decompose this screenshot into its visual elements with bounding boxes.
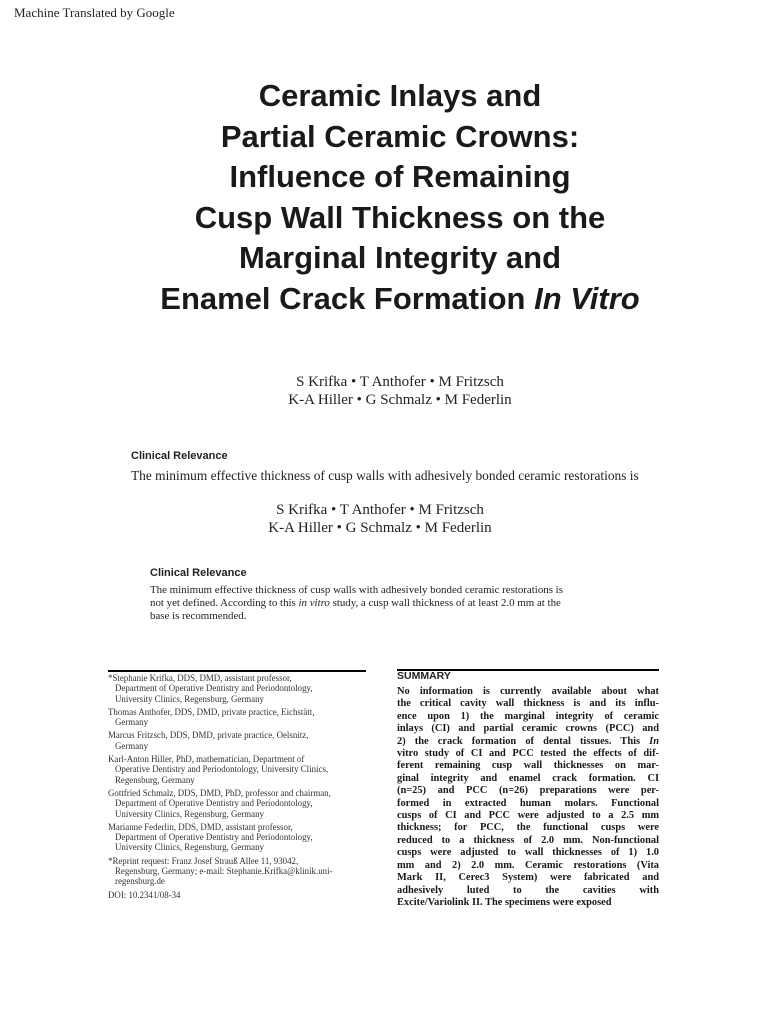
title-line-last — [40, 279, 760, 320]
title-italic: In Vitro — [534, 280, 640, 316]
summary-line: Excite/Variolink II. The specimens were exposed — [397, 896, 612, 908]
affiliations-rule — [108, 670, 366, 672]
affiliation-line: Regensburg, Germany — [115, 774, 195, 785]
title-line: Influence of Remaining — [229, 159, 571, 194]
affiliation-line: *Reprint request: Franz Josef Strauß Allee 11, 93042, — [108, 855, 299, 866]
article-title — [40, 76, 760, 319]
summary-fragment: 2) the crack formation of dental tissues. This — [397, 735, 650, 747]
summary-line: thickness; for PCC, the functional cusps were — [397, 822, 659, 834]
affiliation-line: Department of Operative Dentistry and Periodontology, — [115, 798, 313, 809]
affiliation-line: Marcus Fritzsch, DDS, DMD, private practice, Oelsnitz, — [108, 730, 309, 741]
clinical-relevance-heading-repeat: Clinical Relevance — [150, 567, 247, 579]
affiliation-line: Thomas Anthofer, DDS, DMD, private practice, Eichstätt, — [108, 706, 315, 717]
summary-italic: In — [649, 735, 659, 747]
author-line: K-A Hiller • G Schmalz • M Federlin — [268, 520, 492, 536]
relevance-text: study, a cusp wall thickness of at least 2.0 mm at the — [329, 597, 561, 609]
clinical-relevance-text — [150, 584, 620, 623]
title-line: Cusp Wall Thickness on the — [194, 199, 606, 235]
summary-line: ginal integrity and enamel crack formation. CI — [397, 772, 659, 784]
summary-line: ferent remaining cusp wall thicknesses on mar- — [397, 760, 659, 772]
title-line: Marginal Integrity and — [238, 240, 562, 275]
title-line: Ceramic Inlays and — [258, 78, 542, 113]
author-line: S Krifka • T Anthofer • M Fritzsch — [276, 502, 484, 518]
affiliation-entry — [108, 707, 366, 728]
author-line: K-A Hiller • G Schmalz • M Federlin — [288, 392, 512, 408]
title-text: Enamel Crack Formation — [160, 280, 526, 316]
clinical-relevance-heading: Clinical Relevance — [131, 450, 228, 462]
affiliation-entry — [108, 822, 366, 853]
affiliation-line: University Clinics, Regensburg, Germany — [115, 842, 264, 853]
summary-line: ence upon 1) the marginal integrity of ceramic — [397, 710, 659, 722]
title-line: Partial Ceramic Crowns: — [220, 118, 580, 154]
summary-line: Mark II, Cerec3 System) were fabricated and — [397, 872, 659, 884]
author-list — [200, 373, 600, 409]
reprint-request — [108, 856, 366, 887]
summary-line — [397, 736, 659, 748]
affiliation-line: *Stephanie Krifka, DDS, DMD, assistant professor, — [108, 673, 292, 683]
summary-text — [397, 686, 659, 909]
summary-line: adhesively luted to the cavities with — [397, 884, 659, 896]
affiliation-entry — [108, 673, 366, 704]
summary-line: No information is currently available about what — [397, 686, 659, 697]
affiliation-line: Department of Operative Dentistry and Periodontology, — [115, 683, 313, 694]
summary-line: inlays (CI) and partial ceramic crowns (PCC) and — [397, 723, 659, 735]
affiliation-line: Karl-Anton Hiller, PhD, mathematician, Department of — [108, 754, 305, 765]
summary-line: formed in extracted human molars. Functional — [397, 797, 659, 809]
doi: DOI: 10.2341/08-34 — [108, 889, 181, 900]
affiliation-line: Gottfried Schmalz, DDS, DMD, PhD, professor and chairman, — [108, 787, 331, 798]
relevance-line: base is recommended. — [150, 610, 247, 622]
summary-line: cusps of CI and PCC were adjusted to a 2.5 mm — [397, 810, 659, 822]
summary-line: (n=25) and PCC (n=26) preparations were per- — [397, 785, 659, 797]
affiliation-line: University Clinics, Regensburg, Germany — [115, 808, 264, 819]
affiliation-line: Department of Operative Dentistry and Periodontology, — [115, 832, 313, 843]
summary-line: reduced to a thickness of 2.0 mm. Non-functional — [397, 834, 659, 846]
affiliation-line: Germany — [115, 717, 149, 728]
affiliation-line: Operative Dentistry and Periodontology, University Clinics, — [115, 764, 329, 775]
affiliation-entry — [108, 788, 366, 819]
summary-line: vitro study of CI and PCC tested the effects of dif- — [397, 748, 659, 760]
relevance-line: The minimum effective thickness of cusp walls with adhesively bonded ceramic restorations is — [150, 584, 563, 596]
author-line: S Krifka • T Anthofer • M Fritzsch — [296, 374, 504, 390]
translation-banner: Machine Translated by Google — [14, 5, 175, 20]
summary-line: cusps were adjusted to wall thicknesses of 1) 1.0 — [397, 847, 659, 859]
author-list-repeat — [180, 501, 580, 537]
affiliation-line: University Clinics, Regensburg, Germany — [115, 693, 264, 704]
affiliation-line: Germany — [115, 740, 149, 751]
affiliation-line: Regensburg, Germany; e-mail: Stephanie.Krifka@klinik.uni- — [115, 866, 333, 877]
clinical-relevance-fragment: The minimum effective thickness of cusp walls with adhesively bonded ceramic restorations is — [131, 468, 639, 483]
summary-line: mm and 2) 2.0 mm. Ceramic restorations (Vita — [397, 859, 659, 871]
affiliation-line: regensburg.de — [115, 876, 165, 887]
affiliation-line: Marianne Federlin, DDS, DMD, assistant professor, — [108, 821, 293, 832]
affiliation-entry — [108, 730, 366, 751]
relevance-line — [150, 597, 620, 610]
relevance-text: not yet defined. According to this — [150, 597, 299, 609]
summary-heading: SUMMARY — [397, 670, 451, 682]
affiliation-entry — [108, 754, 366, 785]
summary-line: the critical cavity wall thickness is and its influ- — [397, 698, 659, 710]
affiliations-block — [108, 673, 366, 900]
relevance-italic: in vitro — [298, 597, 330, 609]
